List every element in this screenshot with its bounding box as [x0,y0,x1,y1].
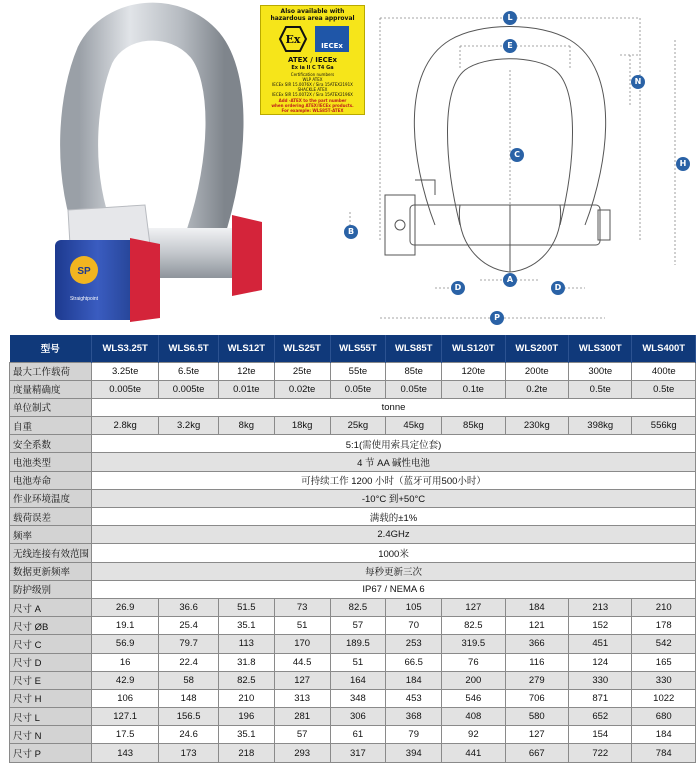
table-cell: 58 [159,671,219,689]
table-row [10,726,696,744]
table-cell-span: 每秒更新三次 [92,562,696,580]
table-body [10,362,696,762]
iecex-logo-text: IECEx [321,42,343,50]
table-cell: 35.1 [218,617,274,635]
table-cell: 784 [632,744,696,762]
table-cell: 196 [218,708,274,726]
load-cell-body [55,240,140,320]
table-cell: 680 [632,708,696,726]
table-cell-span: 4 节 AA 碱性电池 [92,453,696,471]
table-cell: 148 [159,689,219,707]
table-row [10,471,696,489]
table-cell: 667 [505,744,568,762]
table-cell: 6.5te [159,362,219,380]
table-cell: 85te [386,362,442,380]
nut-right [232,215,262,296]
ex-hexagon-icon [279,26,307,52]
table-row [10,544,696,562]
table-cell: 394 [386,744,442,762]
table-cell: 25.4 [159,617,219,635]
table-cell: 453 [386,689,442,707]
table-cell: 92 [442,726,505,744]
table-cell: 165 [632,653,696,671]
table-cell: 66.5 [386,653,442,671]
table-cell: 0.02te [274,380,330,398]
table-cell: 319.5 [442,635,505,653]
table-cell: 0.5te [569,380,632,398]
table-cell: 0.005te [92,380,159,398]
table-cell-span: 可持续工作 1200 小时（蓝牙可用500小时） [92,471,696,489]
brand-text: Straightpoint [69,296,99,302]
dim-label-b: B [344,225,358,239]
table-cell: 1022 [632,689,696,707]
table-cell: 25te [274,362,330,380]
badge-cert-1: IECEx SIR 15.0076X / Sira 15ATEX2191X [272,82,353,87]
row-label: 作业环境温度 [10,489,92,507]
badge-cert-model-2: SHACKLE ATEX [297,87,328,92]
row-label: 无线连接有效范围 [10,544,92,562]
table-row [10,380,696,398]
table-cell: 82.5 [442,617,505,635]
table-cell: 0.5te [632,380,696,398]
table-cell: 0.1te [442,380,505,398]
table-cell: 18kg [274,417,330,435]
table-cell: 55te [330,362,386,380]
table-cell: 143 [92,744,159,762]
table-cell: 542 [632,635,696,653]
table-header-row [10,335,696,362]
table-cell: 253 [386,635,442,653]
table-cell: 121 [505,617,568,635]
shackle-bow [79,22,224,235]
column-header: WLS25T [274,335,330,362]
table-row [10,526,696,544]
table-cell: 706 [505,689,568,707]
table-row [10,398,696,416]
dim-label-h: H [676,157,690,171]
table-cell: 116 [505,653,568,671]
table-cell: 330 [632,671,696,689]
dim-label-a: A [503,273,517,287]
row-label: 尺寸 P [10,744,92,762]
table-cell: 16 [92,653,159,671]
table-cell: 51 [330,653,386,671]
table-cell: 580 [505,708,568,726]
badge-note3: For example: WLS85T‑ATEX [281,108,344,113]
badge-title: ATEX / IECEx [287,56,338,64]
row-label: 频率 [10,526,92,544]
table-cell-span: tonne [92,398,696,416]
table-cell: 56.9 [92,635,159,653]
badge-note1: Add ‑ATEX to the part number [278,98,347,103]
drawing-svg [340,0,700,330]
row-label: 尺寸 E [10,671,92,689]
table-cell: 652 [569,708,632,726]
table-cell: 0.05te [386,380,442,398]
technical-drawing [340,0,700,330]
table-cell: 451 [569,635,632,653]
table-cell: 120te [442,362,505,380]
table-cell: 170 [274,635,330,653]
table-cell: 35.1 [218,726,274,744]
table-cell: 127 [442,598,505,616]
table-row [10,435,696,453]
table-cell: 127 [274,671,330,689]
product-photo [0,0,260,330]
table-cell: 51 [274,617,330,635]
table-row [10,562,696,580]
table-cell: 85kg [442,417,505,435]
table-cell: 184 [386,671,442,689]
table-cell: 184 [632,726,696,744]
table-cell: 368 [386,708,442,726]
table-cell: 31.8 [218,653,274,671]
row-label: 电池寿命 [10,471,92,489]
table-cell: 281 [274,708,330,726]
table-cell: 22.4 [159,653,219,671]
table-cell: 8kg [218,417,274,435]
table-row [10,708,696,726]
ex-symbol: Ex [285,33,301,46]
table-cell: 82.5 [218,671,274,689]
table-row [10,617,696,635]
table-cell: 164 [330,671,386,689]
dim-label-c: C [510,148,524,162]
table-cell: 127.1 [92,708,159,726]
column-header: WLS3.25T [92,335,159,362]
table-cell: 330 [569,671,632,689]
table-cell: 317 [330,744,386,762]
table-cell: 127 [505,726,568,744]
table-cell: 313 [274,689,330,707]
table-cell: 200 [442,671,505,689]
table-cell: 189.5 [330,635,386,653]
table-cell: 178 [632,617,696,635]
table-cell: 408 [442,708,505,726]
table-cell: 2.8kg [92,417,159,435]
cap-red [130,238,160,322]
table-cell: 61 [330,726,386,744]
table-cell: 124 [569,653,632,671]
table-cell-span: 满载的±1% [92,508,696,526]
table-cell: 79 [386,726,442,744]
table-cell: 17.5 [92,726,159,744]
table-cell: 76 [442,653,505,671]
dim-label-d-right: D [551,281,565,295]
table-cell: 154 [569,726,632,744]
table-cell: 0.005te [159,380,219,398]
table-cell: 366 [505,635,568,653]
row-label: 数据更新频率 [10,562,92,580]
table-cell-span: 2.4GHz [92,526,696,544]
table-cell: 36.6 [159,598,219,616]
row-label: 最大工作载荷 [10,362,92,380]
table-row [10,453,696,471]
logo-text: SP [77,266,91,277]
table-cell: 230kg [505,417,568,435]
table-cell: 0.01te [218,380,274,398]
table-cell: 210 [632,598,696,616]
table-row [10,580,696,598]
table-cell: 82.5 [330,598,386,616]
table-cell: 441 [442,744,505,762]
row-label: 安全系数 [10,435,92,453]
table-cell: 213 [569,598,632,616]
table-cell: 57 [330,617,386,635]
column-header: WLS300T [569,335,632,362]
table-cell: 70 [386,617,442,635]
badge-cert-model: WLP ATEX [302,77,323,82]
badge-note2: when ordering ATEX/IECEx products. [271,103,354,108]
row-label: 尺寸 A [10,598,92,616]
row-label: 防护级别 [10,580,92,598]
table-cell: 0.2te [505,380,568,398]
table-cell: 44.5 [274,653,330,671]
column-header: WLS6.5T [159,335,219,362]
table-cell: 19.1 [92,617,159,635]
table-cell: 3.25te [92,362,159,380]
table-cell: 293 [274,744,330,762]
table-cell: 105 [386,598,442,616]
table-row [10,635,696,653]
table-cell: 871 [569,689,632,707]
table-row [10,689,696,707]
column-header: WLS85T [386,335,442,362]
badge-line1: Also available with [280,8,345,15]
table-cell-span: -10°C 到+50°C [92,489,696,507]
table-cell: 113 [218,635,274,653]
table-cell: 3.2kg [159,417,219,435]
table-cell: 12te [218,362,274,380]
table-cell: 0.05te [330,380,386,398]
table-row [10,598,696,616]
row-label: 尺寸 N [10,726,92,744]
badge-line2: hazardous area approval [270,15,355,22]
spec-table [9,335,696,763]
row-label: 单位制式 [10,398,92,416]
row-label: 电池类型 [10,453,92,471]
column-header: WLS200T [505,335,568,362]
table-cell: 218 [218,744,274,762]
table-cell: 184 [505,598,568,616]
row-label: 度量精确度 [10,380,92,398]
table-cell-span: IP67 / NEMA 6 [92,580,696,598]
table-cell: 546 [442,689,505,707]
column-header: WLS12T [218,335,274,362]
table-cell: 42.9 [92,671,159,689]
badge-cert-2: IECEx SIR 15.0072X / Sira 15ATEX2196X [272,92,353,97]
table-cell: 210 [218,689,274,707]
row-label: 尺寸 L [10,708,92,726]
table-cell: 156.5 [159,708,219,726]
table-row [10,362,696,380]
table-cell: 26.9 [92,598,159,616]
table-row [10,671,696,689]
row-label: 自重 [10,417,92,435]
column-header: WLS120T [442,335,505,362]
table-row [10,508,696,526]
table-cell: 57 [274,726,330,744]
table-row [10,417,696,435]
table-row [10,489,696,507]
table-cell: 45kg [386,417,442,435]
table-cell: 279 [505,671,568,689]
table-cell: 400te [632,362,696,380]
dim-label-n: N [631,75,645,89]
row-label: 尺寸 C [10,635,92,653]
row-label: 尺寸 ØB [10,617,92,635]
dim-label-l: L [503,11,517,25]
table-cell: 200te [505,362,568,380]
table-cell: 106 [92,689,159,707]
table-cell: 306 [330,708,386,726]
dim-label-e: E [503,39,517,53]
table-cell: 300te [569,362,632,380]
table-cell: 348 [330,689,386,707]
table-cell: 398kg [569,417,632,435]
table-cell: 79.7 [159,635,219,653]
table-cell: 51.5 [218,598,274,616]
table-cell: 722 [569,744,632,762]
row-label: 尺寸 D [10,653,92,671]
table-row [10,653,696,671]
column-header: WLS400T [632,335,696,362]
dim-label-p: P [490,311,504,325]
column-header-model: 型号 [10,335,92,362]
badge-cert-heading: Certification numbers [290,72,335,77]
table-cell: 152 [569,617,632,635]
white-plate [68,205,150,245]
table-cell: 24.6 [159,726,219,744]
badge-rating: Ex ia II C T4 Ga [291,65,334,71]
table-row [10,744,696,762]
row-label: 载荷误差 [10,508,92,526]
table-cell-span: 1000米 [92,544,696,562]
table-cell-span: 5:1(需使用索具定位套) [92,435,696,453]
table-cell: 73 [274,598,330,616]
table-cell: 25kg [330,417,386,435]
column-header: WLS55T [330,335,386,362]
dim-label-d-left: D [451,281,465,295]
table-cell: 173 [159,744,219,762]
row-label: 尺寸 H [10,689,92,707]
table-cell: 556kg [632,417,696,435]
